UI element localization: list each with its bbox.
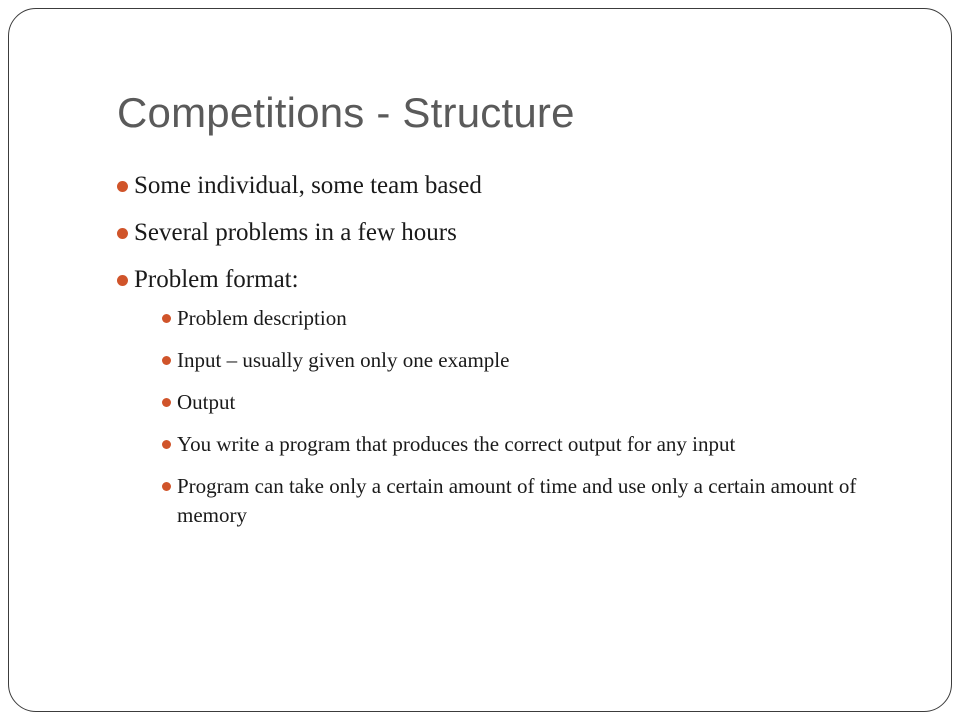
sub-bullet-list bbox=[134, 304, 907, 530]
sub-bullet-dot-icon bbox=[162, 356, 171, 365]
sub-bullet-dot-icon bbox=[162, 314, 171, 323]
sub-bullet-text: Program can take only a certain amount of time and use only a certain amount of memory bbox=[177, 474, 857, 527]
bullet-text: Problem format: bbox=[134, 266, 299, 293]
sub-bullet-item bbox=[162, 346, 907, 375]
bullet-item bbox=[117, 216, 907, 249]
slide bbox=[8, 8, 952, 712]
sub-bullet-item bbox=[162, 430, 907, 459]
bullet-list bbox=[117, 169, 907, 544]
bullet-dot-icon bbox=[117, 181, 128, 192]
sub-bullet-item bbox=[162, 388, 907, 417]
sub-bullet-text: Problem description bbox=[177, 306, 347, 330]
sub-bullet-text: Output bbox=[177, 390, 236, 414]
sub-bullet-item bbox=[162, 472, 907, 530]
sub-bullet-dot-icon bbox=[162, 482, 171, 491]
bullet-text: Some individual, some team based bbox=[134, 172, 482, 199]
sub-bullet-text: You write a program that produces the correct output for any input bbox=[177, 432, 736, 456]
bullet-item bbox=[117, 169, 907, 202]
sub-bullet-dot-icon bbox=[162, 398, 171, 407]
bullet-item bbox=[117, 263, 907, 530]
slide-title: Competitions - Structure bbox=[117, 89, 575, 136]
bullet-dot-icon bbox=[117, 228, 128, 239]
sub-bullet-item bbox=[162, 304, 907, 333]
sub-bullet-dot-icon bbox=[162, 440, 171, 449]
sub-bullet-text: Input – usually given only one example bbox=[177, 348, 510, 372]
bullet-text: Several problems in a few hours bbox=[134, 219, 457, 246]
bullet-dot-icon bbox=[117, 275, 128, 286]
